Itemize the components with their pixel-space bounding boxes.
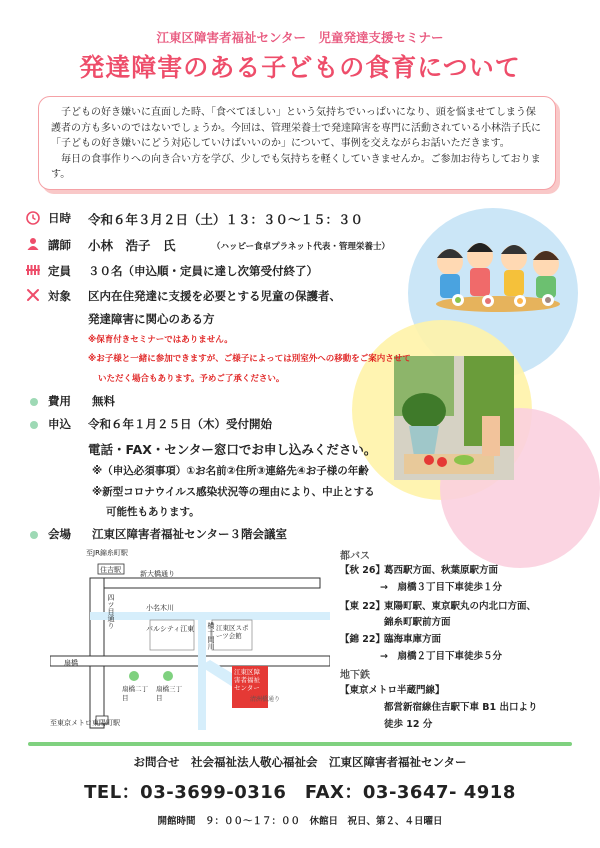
subway-header: 地下鉄 (340, 670, 370, 681)
capacity-label: 定員 (48, 264, 71, 278)
venue-value: 江東区障害者福祉センター３階会議室 (92, 527, 288, 541)
map-label-yotsume: 四ツ目通り (107, 594, 115, 629)
subway-detail: 都営新宿線住吉駅下車 B1 出口より (384, 702, 538, 713)
apply-covid-note-1: ※新型コロナウイルス感染状況等の理由により、中止とする (92, 486, 375, 498)
apply-method: 電話・FAX・センター窓口でお申し込みください。 (88, 442, 377, 457)
map-label-ohashi: 扇橋 (64, 659, 78, 667)
people-group-icon (26, 263, 40, 277)
apply-bullet-icon (30, 421, 38, 429)
person-icon (26, 237, 40, 251)
bus-3-route: 臨海車庫方面 (384, 634, 442, 645)
date-label: 日時 (48, 211, 71, 225)
map-label-sumiyoshi: 住吉駅 (100, 566, 121, 574)
page-title: 発達障害のある子どもの食育について (79, 53, 521, 82)
fee-bullet-icon (30, 398, 38, 406)
clock-icon (26, 211, 40, 225)
apply-required-items: ※（申込必須事項）①お名前②住所③連絡先④お子様の年齢 (92, 465, 369, 477)
scissors-icon (26, 288, 40, 302)
bus-1-code: 【秋 26】 (340, 565, 386, 576)
subway-walk: 徒歩 12 分 (384, 719, 433, 730)
bus-header: 都バス (340, 551, 370, 562)
contact-organization: お問合せ 社会福祉法人敬心福祉会 江東区障害者福祉センター (133, 755, 467, 769)
map-label-center: 江東区障害者福祉センター (234, 668, 260, 692)
map-label-sports: 江東区スポーツ会館 (216, 624, 249, 640)
map-label-shin-ohashi: 新大橋通り (140, 570, 175, 578)
bus-1-stop: → 扇橋３丁目下車徒歩１分 (380, 582, 502, 593)
map-label-parsity: パルシティ江東 (146, 625, 195, 633)
bus-2-code: 【東 22】 (340, 601, 386, 612)
map-label-kojimizo: 小名木川 (146, 604, 174, 612)
bus-2-route-2: 錦糸町駅前方面 (384, 617, 451, 628)
capacity-value: ３０名（申込順・定員に達し次第受付終了） (88, 264, 318, 278)
note-with-children-2: いただく場合もあります。予めご了承ください。 (98, 374, 285, 384)
footer-divider (28, 742, 572, 746)
venue-bullet-icon (30, 531, 38, 539)
intro-box (38, 96, 556, 190)
access-map (50, 548, 330, 730)
seminar-subtitle: 江東区障害者福祉センター 児童発達支援セミナー (156, 30, 444, 45)
note-with-children-1: ※お子様と一緒に参加できますが、ご様子によっては別室外への移動をご案内させて (88, 354, 411, 364)
intro-paragraph-1: 子どもの好き嫌いに直面した時、「食べてほしい」という気持ちでいっぱいになり、頭を悩ませてしまう保護者の方も多いのではないでしょうか。今回は、管理栄養士で発達障害を専門に活動されている小林浩子氏に「子どもの好き嫌いにどう対応していけばいいのか」について、事例を交えながらお話いただきます。 (51, 107, 541, 149)
lecturer-label: 講師 (48, 238, 71, 252)
map-label-bottom-station: 至東京メトロ東陽町駅 (50, 719, 120, 727)
venue-label: 会場 (48, 527, 71, 541)
target-label: 対象 (48, 289, 71, 303)
bus-3-stop: → 扇橋２丁目下車徒歩５分 (380, 651, 502, 662)
lecturer-name: 小林 浩子 氏 (88, 238, 176, 253)
bus-2-route: 東陽町駅、東京駅丸の内北口方面、 (384, 601, 537, 612)
fee-value: 無料 (92, 394, 115, 408)
map-label-seiyuki: 清洲橋通り (250, 696, 281, 703)
intro-paragraph-2: 毎日の食事作りへの向き合い方を学び、少しでも気持ちを軽くしていきませんか。ご参加お待ちしております。 (51, 153, 541, 180)
map-label-yokojukken: 横十間川 (207, 622, 215, 650)
bus-1-route: 葛西駅方面、秋葉原駅方面 (384, 565, 499, 576)
opening-hours: 開館時間 ９：００～１７：００ 休館日 祝日、第２、４日曜日 (157, 816, 443, 827)
map-label-bus-stop-2: 扇橋三丁目 (156, 685, 182, 702)
apply-label: 申込 (48, 417, 71, 431)
note-no-childcare: ※保育付きセミナーではありません。 (88, 335, 233, 345)
cooking-photo (394, 356, 514, 480)
target-line-2: 発達障害に関心のある方 (88, 312, 215, 326)
fee-label: 費用 (48, 394, 71, 408)
apply-covid-note-2: 可能性もあります。 (106, 506, 200, 518)
date-value: 令和６年３月２日（土）１３：３０～１５：３０ (88, 212, 364, 227)
subway-line: 【東京メトロ半蔵門線】 (340, 685, 445, 696)
map-label-bus-stop-1: 扇橋二丁目 (122, 685, 148, 702)
tel-fax: TEL：03-3699-0316 FAX：03-3647- 4918 (84, 782, 516, 803)
lecturer-affiliation: （ハッピー食卓プラネット代表・管理栄養士） (212, 242, 390, 252)
apply-start: 令和６年１月２５日（木）受付開始 (88, 417, 272, 431)
children-eating-illustration (428, 226, 568, 316)
target-line-1: 区内在住発達に支援を必要とする児童の保護者、 (88, 289, 341, 303)
bus-3-code: 【錦 22】 (340, 634, 386, 645)
map-label-top-station: 至JR錦糸町駅 (86, 549, 128, 557)
